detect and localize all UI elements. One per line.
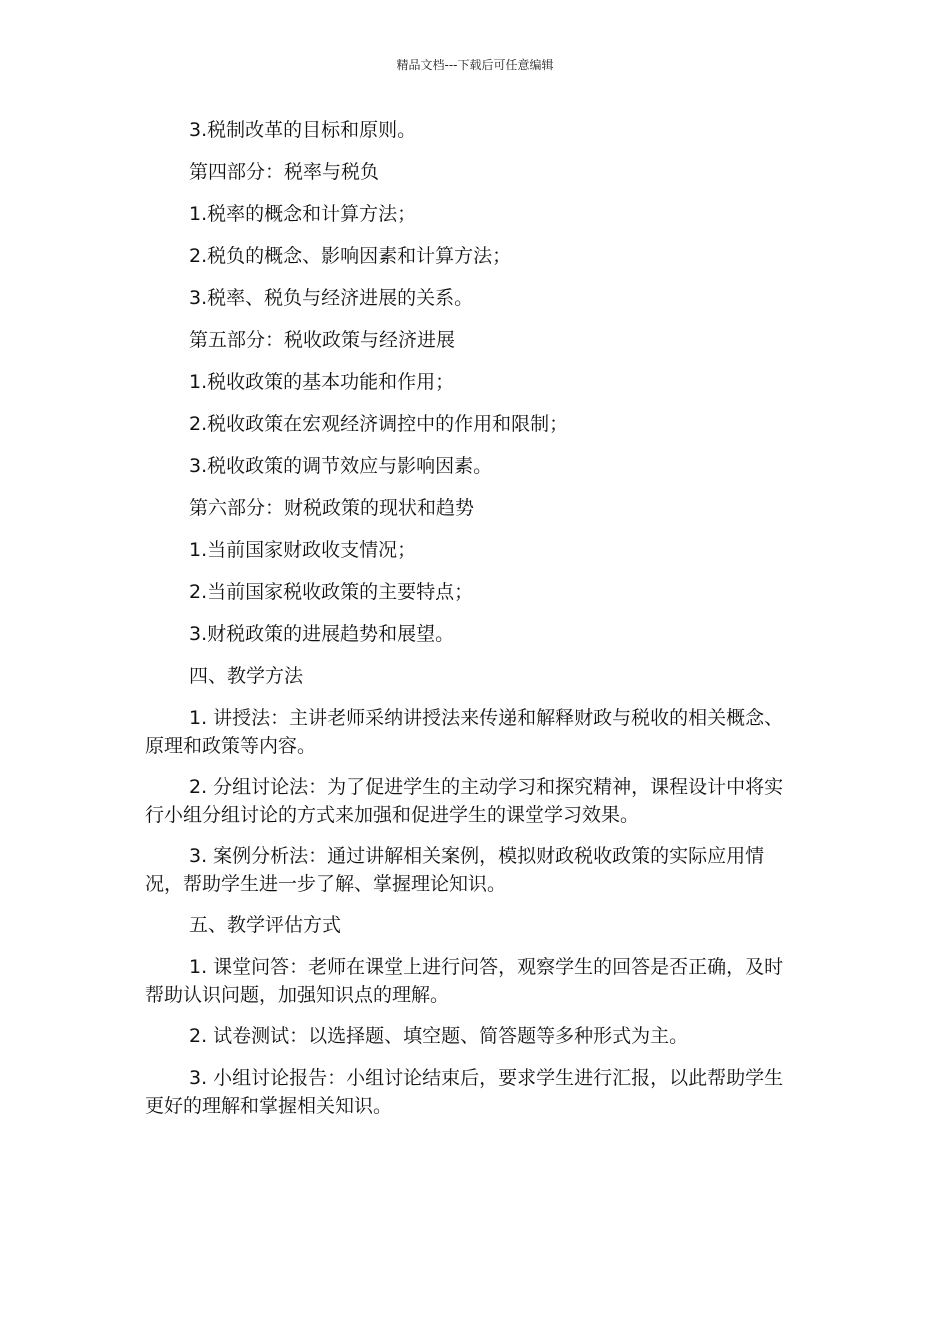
section-heading-teaching-methods: 四、教学方法: [189, 665, 304, 687]
list-item: 1. 课堂问答：老师在课堂上进行问答，观察学生的回答是否正确，及时帮助认识问题，加强知识点的理解。: [145, 956, 784, 1006]
list-item: 3.税收政策的调节效应与影响因素。: [189, 455, 493, 477]
paragraph-tax-reform-goals: 3.税制改革的目标和原则。: [189, 119, 417, 141]
list-item: 3.税率、税负与经济进展的关系。: [189, 287, 474, 309]
list-item: 2.税负的概念、影响因素和计算方法；: [189, 245, 512, 267]
section-heading-part-5: 第五部分：税收政策与经济进展: [189, 329, 456, 351]
section-heading-part-4: 第四部分：税率与税负: [189, 161, 380, 183]
list-item: 1.当前国家财政收支情况；: [189, 539, 417, 561]
list-item: 3. 案例分析法：通过讲解相关案例，模拟财政税收政策的实际应用情况，帮助学生进一步了解、掌握理论知识。: [145, 845, 765, 895]
list-item: 2. 分组讨论法：为了促进学生的主动学习和探究精神，课程设计中将实行小组分组讨论的方式来加强和促进学生的课堂学习效果。: [145, 776, 784, 826]
list-item: 2.当前国家税收政策的主要特点；: [189, 581, 474, 603]
list-item: 3. 小组讨论报告：小组讨论结束后，要求学生进行汇报，以此帮助学生更好的理解和掌握相关知识。: [145, 1067, 784, 1117]
list-item: 3.财税政策的进展趋势和展望。: [189, 623, 455, 645]
section-heading-assessment: 五、教学评估方式: [189, 914, 342, 936]
list-item: 1.税收政策的基本功能和作用；: [189, 371, 455, 393]
list-item: 1. 讲授法：主讲老师采纳讲授法来传递和解释财政与税收的相关概念、原理和政策等内容。: [145, 707, 784, 757]
section-heading-part-6: 第六部分：财税政策的现状和趋势: [189, 497, 475, 519]
list-item: 2.税收政策在宏观经济调控中的作用和限制；: [189, 413, 569, 435]
document-body: [145, 116, 800, 1133]
page-header: 精品文档---下载后可任意编辑: [396, 58, 554, 72]
list-item: 2. 试卷测试：以选择题、填空题、简答题等多种形式为主。: [189, 1025, 689, 1047]
list-item: 1.税率的概念和计算方法；: [189, 203, 417, 225]
